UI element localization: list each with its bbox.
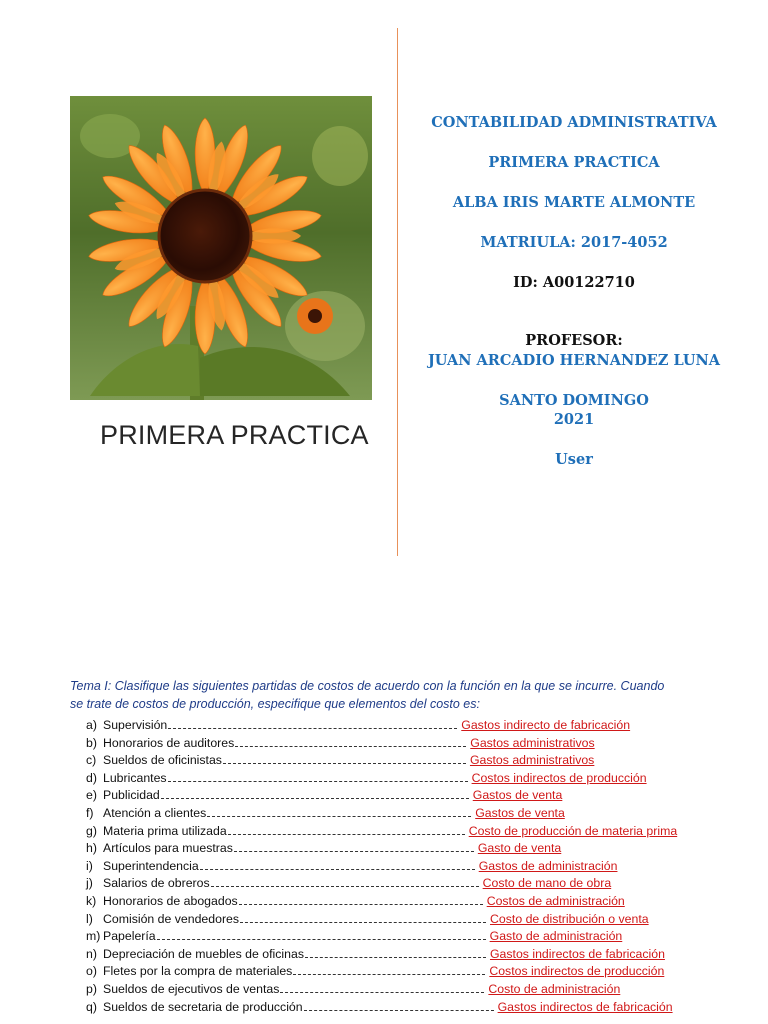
item-answer: Costo de producción de materia prima [468, 823, 678, 838]
list-item [86, 718, 726, 736]
item-letter: e) [86, 788, 97, 803]
item-letter: i) [86, 858, 93, 873]
item-label: Sueldos de secretaria de producción [103, 999, 303, 1014]
list-item [86, 736, 726, 754]
item-letter: g) [86, 823, 97, 838]
item-leader-line [239, 895, 483, 905]
item-label: Depreciación de muebles de oficinas [103, 946, 304, 961]
list-item [86, 753, 726, 771]
item-letter: l) [86, 911, 93, 926]
item-letter: c) [86, 753, 97, 768]
sunflower-image [70, 96, 372, 400]
item-label: Materia prima utilizada [103, 823, 227, 838]
student-id: ID: A00122710 [513, 274, 635, 291]
item-letter: o) [86, 964, 97, 979]
cover-title: PRIMERA PRACTICA [100, 420, 369, 450]
item-leader-line [157, 930, 486, 940]
item-answer: Costo de mano de obra [482, 876, 612, 891]
item-leader-line [168, 719, 457, 729]
item-letter: m) [86, 929, 101, 944]
item-letter: a) [86, 718, 97, 732]
list-item [86, 806, 726, 824]
year: 2021 [553, 411, 595, 428]
matricula: MATRIULA: 2017-4052 [480, 234, 668, 251]
item-letter: h) [86, 841, 97, 856]
item-label: Comisión de vendedores [103, 911, 240, 926]
student-name: ALBA IRIS MARTE ALMONTE [452, 194, 696, 211]
item-answer: Costos indirectos de producción [489, 964, 665, 979]
list-item [86, 894, 726, 912]
item-leader-line [280, 983, 484, 993]
list-item [86, 929, 726, 947]
topic-instructions [70, 677, 720, 713]
list-item [86, 859, 726, 877]
item-leader-line [207, 807, 471, 817]
item-letter: b) [86, 735, 97, 750]
item-leader-line [223, 754, 466, 764]
item-answer: Costos indirectos de producción [471, 770, 647, 785]
item-label: Artículos para muestras [103, 841, 233, 856]
item-letter: j) [86, 876, 93, 891]
item-answer: Gasto de administración [489, 929, 623, 944]
professor-name: JUAN ARCADIO HERNANDEZ LUNA [427, 352, 721, 369]
list-item [86, 982, 726, 1000]
item-answer: Gastos indirectos de fabricación [497, 999, 673, 1014]
practice-name: PRIMERA PRACTICA [488, 154, 660, 171]
item-leader-line [234, 842, 474, 852]
item-answer: Gastos de venta [472, 788, 563, 803]
item-leader-line [305, 948, 486, 958]
professor-label: PROFESOR: [525, 332, 623, 349]
vertical-divider [397, 28, 398, 556]
item-label: Lubricantes [103, 770, 167, 785]
list-item [86, 912, 726, 930]
list-item [86, 947, 726, 965]
item-answer: Gastos indirectos de fabricación [489, 946, 665, 961]
item-answer: Gastos indirecto de fabricación [461, 718, 631, 732]
user-label: User [555, 451, 593, 468]
item-leader-line [161, 789, 469, 799]
item-answer: Costo de distribución o venta [490, 911, 649, 926]
item-leader-line [304, 1001, 494, 1011]
sunflower-photo [70, 96, 372, 400]
item-label: Papelería [103, 929, 156, 944]
item-answer: Gastos administrativos [469, 753, 595, 768]
item-label: Superintendencia [103, 858, 199, 873]
item-answer: Gasto de venta [477, 841, 562, 856]
item-label: Honorarios de auditores [103, 735, 235, 750]
item-label: Supervisión [103, 718, 168, 732]
item-label: Sueldos de ejecutivos de ventas [103, 981, 280, 996]
item-answer: Gastos de administración [478, 858, 618, 873]
item-answer: Gastos de venta [475, 805, 565, 820]
item-leader-line [211, 877, 479, 887]
item-letter: n) [86, 946, 97, 961]
item-letter: f) [86, 805, 94, 820]
list-item [86, 876, 726, 894]
list-item [86, 964, 726, 982]
item-letter: q) [86, 999, 97, 1014]
list-item [86, 824, 726, 842]
item-answer: Gastos administrativos [470, 735, 595, 750]
list-item [86, 1000, 726, 1018]
topic-line-2: se trate de costos de producción, especifique que elementos del costo es: [70, 697, 480, 711]
item-answer: Costo de administración [488, 981, 621, 996]
item-answer: Costos de administración [486, 893, 625, 908]
item-letter: k) [86, 893, 97, 908]
topic-line-1: Tema I: Clasifique las siguientes partidas de costos de acuerdo con la función en la que se incurre. Cuando [70, 679, 665, 693]
item-leader-line [235, 737, 466, 747]
city: SANTO DOMINGO [499, 392, 649, 409]
list-item [86, 771, 726, 789]
cost-items-list [86, 718, 726, 1017]
item-label: Atención a clientes [103, 805, 207, 820]
item-label: Publicidad [103, 788, 160, 803]
list-item [86, 788, 726, 806]
item-leader-line [228, 825, 465, 835]
item-label: Sueldos de oficinistas [103, 753, 222, 768]
item-leader-line [240, 913, 486, 923]
list-item [86, 841, 726, 859]
item-letter: p) [86, 981, 97, 996]
item-label: Honorarios de abogados [103, 893, 238, 908]
item-leader-line [293, 965, 485, 975]
item-leader-line [168, 772, 468, 782]
item-label: Fletes por la compra de materiales [103, 964, 293, 979]
item-letter: d) [86, 770, 97, 785]
course-name: CONTABILIDAD ADMINISTRATIVA [431, 114, 717, 131]
item-label: Salarios de obreros [103, 876, 210, 891]
item-leader-line [200, 860, 475, 870]
